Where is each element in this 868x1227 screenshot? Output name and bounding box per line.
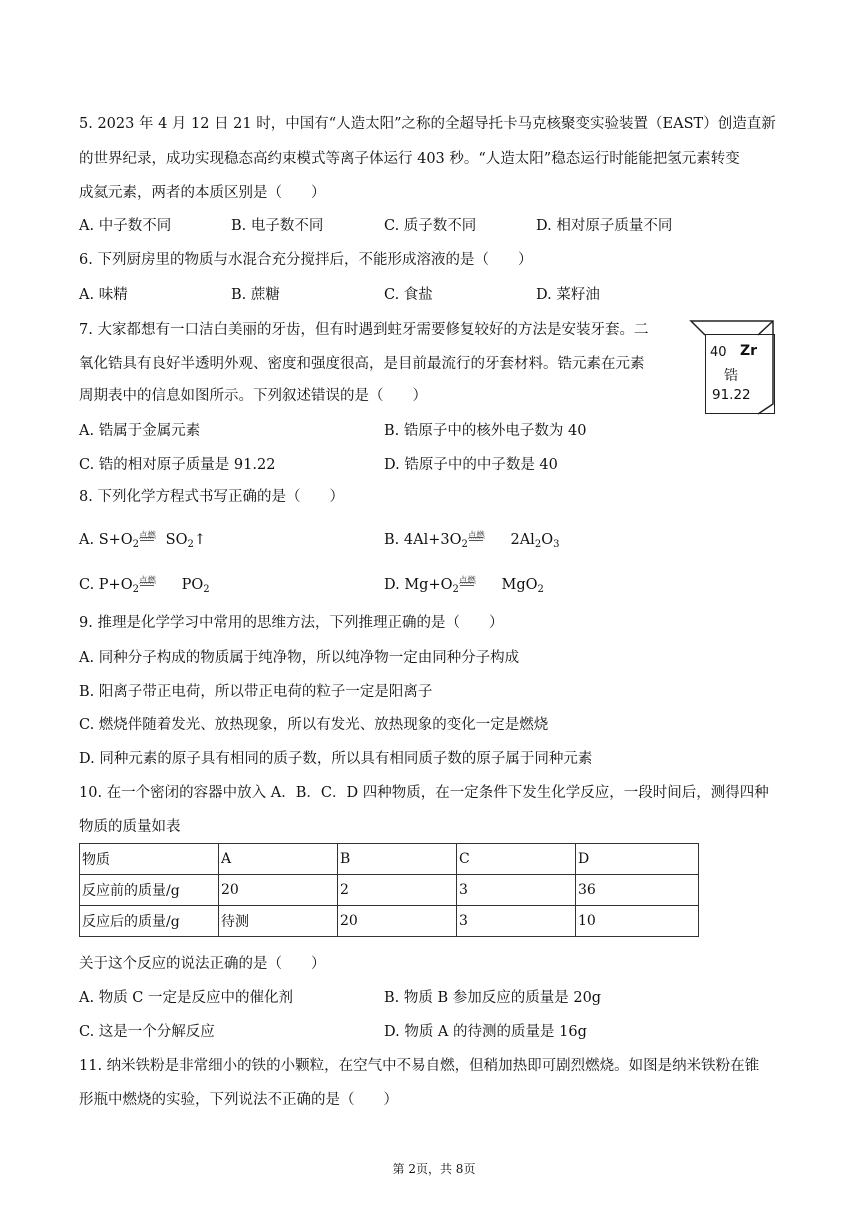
table-row <box>80 906 699 937</box>
mass-table <box>79 843 699 937</box>
table-cell: 2 <box>338 875 457 906</box>
q9-line-1: 9. 推理是化学学习中常用的思维方法，下列推理正确的是（ ） <box>79 615 504 631</box>
condition-ignite-d: 点燃 <box>458 576 476 586</box>
q7-option-c: C. 锆的相对原子质量是 91.22 <box>79 457 276 473</box>
q6-option-a: A. 味精 <box>79 287 128 303</box>
q7-line-2: 氧化锆具有良好半透明外观、密度和强度很高，是目前最流行的牙套材料。锆元素在元素 <box>79 356 645 372</box>
table-cell: 20 <box>338 906 457 937</box>
element-symbol: Zr <box>740 343 758 359</box>
q8-b-left: B. 4Al+3O <box>384 532 462 548</box>
q11-line-1: 11. 纳米铁粉是非常细小的铁的小颗粒，在空气中不易自燃，但稍加热即可剧烈燃烧。如图是纳米铁粉在锥 <box>79 1058 760 1074</box>
table-cell: 10 <box>576 906 699 937</box>
table-cell: 物质 <box>80 844 219 875</box>
q6-option-c: C. 食盐 <box>384 287 433 303</box>
q10-line-3: 关于这个反应的说法正确的是（ ） <box>79 956 326 972</box>
q8-option-b: B. $4Al+3O_2$ 点燃 $2Al_2O_3$ <box>384 531 560 550</box>
condition-ignite-c: 点燃 <box>138 576 156 586</box>
q8-b-sub3: 3 <box>553 539 560 550</box>
q8-a-tail: ↑ <box>193 532 207 548</box>
q7-line-3: 周期表中的信息如图所示。下列叙述错误的是（ ） <box>79 388 427 404</box>
q7-line-1: 7. 大家都想有一口洁白美丽的牙齿，但有时遇到蛀牙需要修复较好的方法是安装牙套。二 <box>79 322 649 338</box>
q7-option-b: B. 锆原子中的核外电子数为 40 <box>384 423 587 439</box>
q8-option-a: A. $S+O_2$ 点燃 $SO_2↑$ <box>79 531 207 550</box>
table-cell: A <box>219 844 338 875</box>
q8-b-right: 2Al <box>510 532 535 548</box>
q6-option-d: D. 菜籽油 <box>536 287 600 303</box>
q5-option-b: B. 电子数不同 <box>231 218 324 234</box>
table-row <box>80 844 699 875</box>
q8-line-1: 8. 下列化学方程式书写正确的是（ ） <box>79 489 344 505</box>
table-cell: 20 <box>219 875 338 906</box>
table-cell: 待测 <box>219 906 338 937</box>
q9-option-c: C. 燃烧伴随着发光、放热现象，所以有发光、放热现象的变化一定是燃烧 <box>79 717 549 733</box>
q5-option-d: D. 相对原子质量不同 <box>536 218 673 234</box>
q8-c-right: PO <box>181 577 204 593</box>
q8-option-c: C. $P+O_2$ 点燃 $PO_2$ <box>79 576 210 595</box>
element-atomic-number: 40 <box>710 345 727 360</box>
q8-b-oxygen: O <box>541 532 554 548</box>
q7-option-a: A. 锆属于金属元素 <box>79 423 201 439</box>
element-card-zirconium <box>705 334 775 414</box>
condition-ignite-a: 点燃 <box>139 531 157 541</box>
q8-c-left: C. P+O <box>79 577 133 593</box>
q10-line-1: 10. 在一个密闭的容器中放入 A．B．C．D 四种物质，在一定条件下发生化学反应，一段时间后，测得四种 <box>79 785 769 801</box>
q5-line-2: 的世界纪录，成功实现稳态高约束模式等离子体运行 403 秒。“人造太阳”稳态运行时能能把氢元素转变 <box>79 151 740 167</box>
q10-line-2: 物质的质量如表 <box>79 819 181 835</box>
table-cell: B <box>338 844 457 875</box>
page-footer: 第 2页，共 8页 <box>392 1162 476 1176</box>
table-cell: 3 <box>457 906 576 937</box>
table-cell: C <box>457 844 576 875</box>
q9-option-d: D. 同种元素的原子具有相同的质子数，所以具有相同质子数的原子属于同种元素 <box>79 751 593 767</box>
q8-a-left: A. S+O <box>79 532 133 548</box>
table-cell: 反应后的质量/g <box>80 906 219 937</box>
table-row <box>80 875 699 906</box>
q10-option-d: D. 物质 A 的待测的质量是 16g <box>384 1024 587 1040</box>
q8-d-left: D. Mg+O <box>384 577 453 593</box>
q9-option-b: B. 阳离子带正电荷，所以带正电荷的粒子一定是阳离子 <box>79 684 433 700</box>
q8-option-d: D. $Mg+O_2$ 点燃 MgO$_2$ <box>384 576 544 595</box>
q5-option-a: A. 中子数不同 <box>79 218 172 234</box>
q10-option-c: C. 这是一个分解反应 <box>79 1024 215 1040</box>
table-cell: 3 <box>457 875 576 906</box>
table-cell: D <box>576 844 699 875</box>
q8-a-right: SO <box>165 532 188 548</box>
q9-option-a: A. 同种分子构成的物质属于纯净物，所以纯净物一定由同种分子构成 <box>79 650 520 666</box>
q5-line-3: 成氦元素，两者的本质区别是（ ） <box>79 185 326 201</box>
q8-d-right: MgO <box>501 577 538 593</box>
element-atomic-mass: 91.22 <box>712 387 751 403</box>
q11-line-2: 形瓶中燃烧的实验，下列说法不正确的是（ ） <box>79 1092 398 1108</box>
q5-line-1: 5. 2023 年 4 月 12 日 21 时，中国有“人造太阳”之称的全超导托卡马克核聚变实验装置（EAST）创造直新 <box>79 116 776 132</box>
q6-line-1: 6. 下列厨房里的物质与水混合充分搅拌后，不能形成溶液的是（ ） <box>79 252 533 268</box>
condition-ignite-b: 点燃 <box>467 531 485 541</box>
q10-option-b: B. 物质 B 参加反应的质量是 20g <box>384 990 602 1006</box>
table-cell: 反应前的质量/g <box>80 875 219 906</box>
table-cell: 36 <box>576 875 699 906</box>
q6-option-b: B. 蔗糖 <box>231 287 280 303</box>
element-name: 锆 <box>724 368 738 384</box>
q5-option-c: C. 质子数不同 <box>384 218 477 234</box>
q7-option-d: D. 锆原子中的中子数是 40 <box>384 457 558 473</box>
q10-option-a: A. 物质 C 一定是反应中的催化剂 <box>79 990 294 1006</box>
